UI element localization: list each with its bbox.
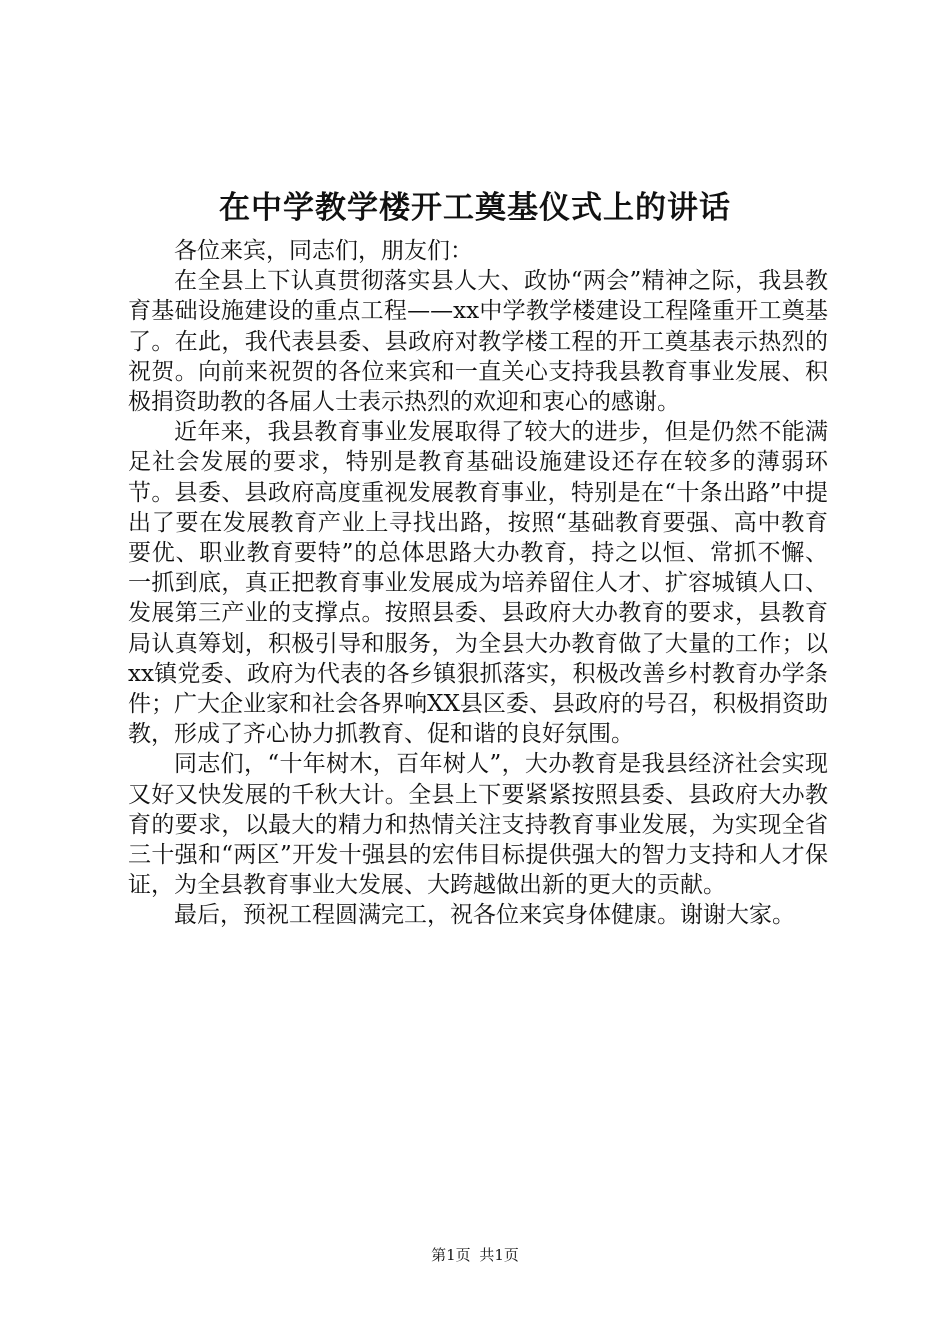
- document-body: [128, 236, 828, 931]
- page-total: 共1页: [479, 1246, 519, 1264]
- paragraph-greeting: 各位来宾，同志们，朋友们：: [174, 238, 473, 264]
- paragraph-closing: 最后，预祝工程圆满完工，祝各位来宾身体健康。谢谢大家。: [174, 902, 795, 929]
- document-title: 在中学教学楼开工奠基仪式上的讲话: [219, 190, 731, 226]
- paragraph-2: 近年来，我县教育事业发展取得了较大的进步，但是仍然不能满足社会发展的要求，特别是教育基础设施建设还存在较多的薄弱环节。县委、县政府高度重视发展教育事业，特别是在“十条出路”中提出了要在发展教育产业上寻找出路，按照“基础教育要强、高中教育要优、职业教育要特”的总体思路大办教育，持之以恒、常抓不懈、一抓到底，真正把教育事业发展成为培养留住人才、扩容城镇人口、发展第三产业的支撑点。按照县委、县政府大办教育的要求，县教育局认真筹划，积极引导和服务，为全县大办教育做了大量的工作；以xx镇党委、政府为代表的各乡镇狠抓落实，积极改善乡村教育办学条件；广大企业家和社会各界响XX县区委、县政府的号召，积极捐资助教，形成了齐心协力抓教育、促和谐的良好氛围。: [128, 419, 828, 748]
- page-number: 第1页: [431, 1246, 471, 1264]
- paragraph-3: 同志们，“十年树木，百年树人”，大办教育是我县经济社会实现又好又快发展的千秋大计。全县上下要紧紧按照县委、县政府大办教育的要求，以最大的精力和热情关注支持教育事业发展，为实现全省三十强和“两区”开发十强县的宏伟目标提供强大的智力支持和人才保证，为全县教育事业大发展、大跨越做出新的更大的贡献。: [128, 751, 828, 899]
- page-footer: [0, 1244, 950, 1266]
- paragraph-1: 在全县上下认真贯彻落实县人大、政协“两会”精神之际，我县教育基础设施建设的重点工程——xx中学教学楼建设工程隆重开工奠基了。在此，我代表县委、县政府对教学楼工程的开工奠基表示热烈的祝贺。向前来祝贺的各位来宾和一直关心支持我县教育事业发展、积极捐资助教的各届人士表示热烈的欢迎和衷心的感谢。: [128, 268, 828, 416]
